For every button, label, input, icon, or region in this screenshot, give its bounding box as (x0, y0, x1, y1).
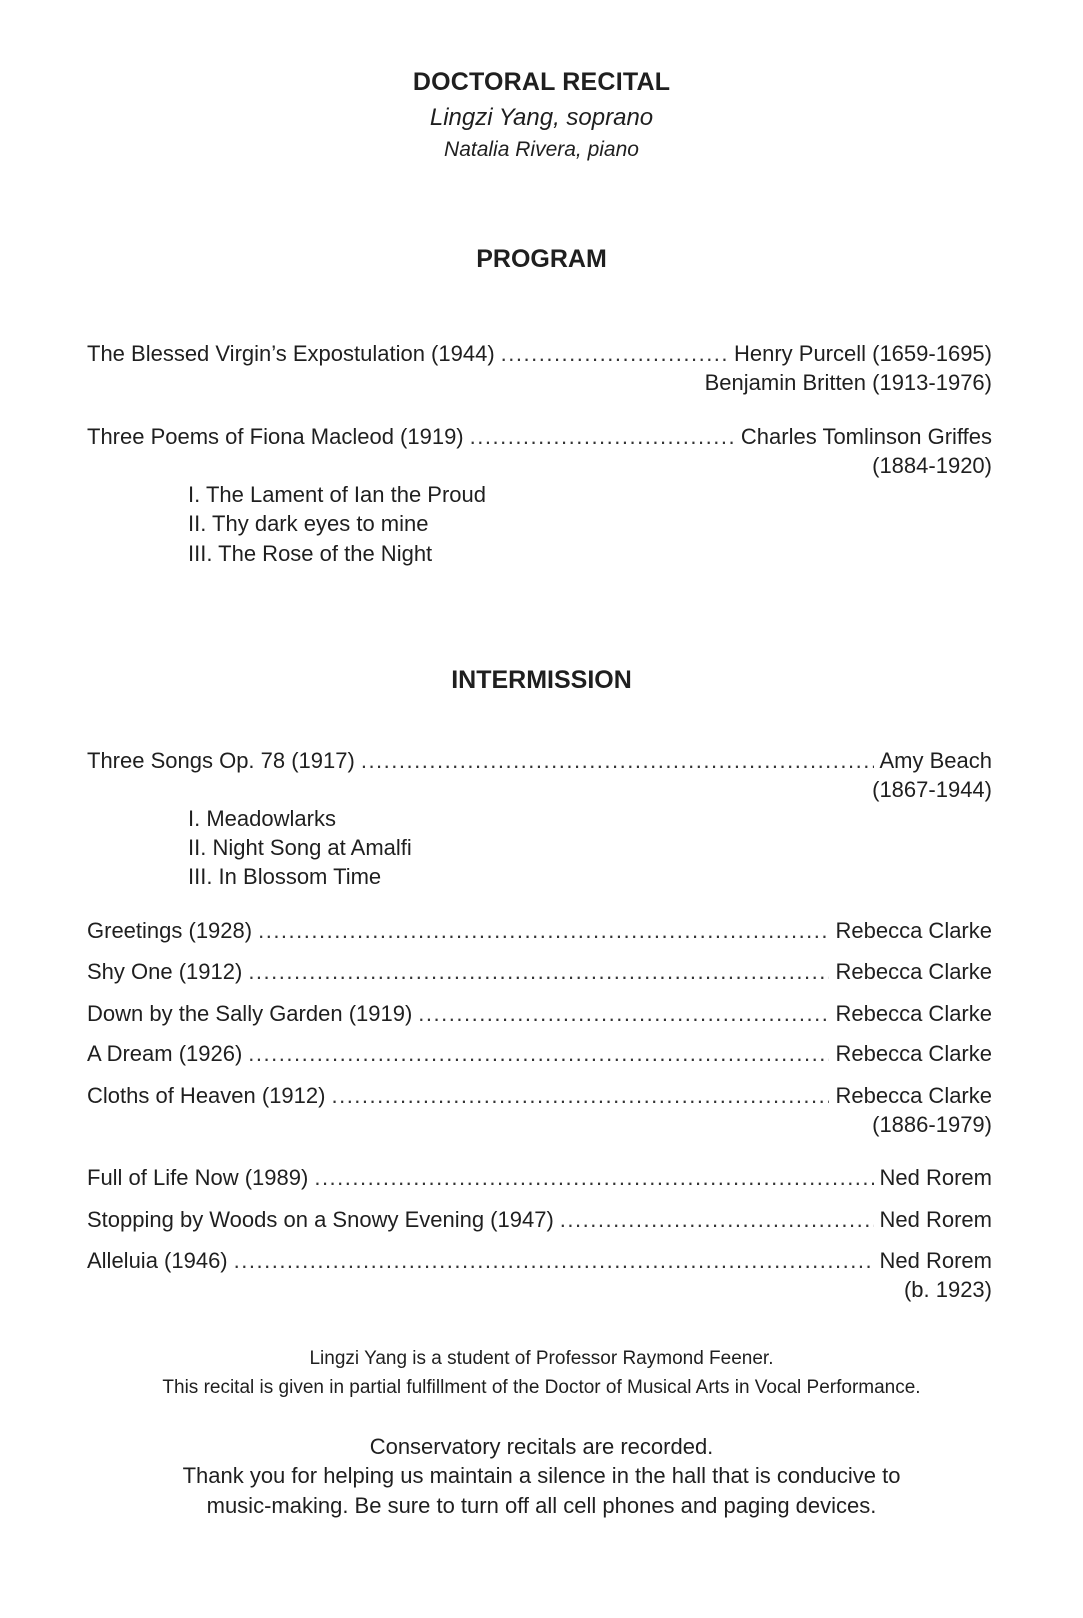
student-note: Lingzi Yang is a student of Professor Raymond Feener. (309, 1348, 774, 1369)
dot-leader (314, 1162, 873, 1194)
dot-leader (470, 421, 735, 453)
work-title: Three Songs Op. 78 (1917) (87, 748, 355, 773)
work-title: The Blessed Virgin’s Expostulation (1944) (87, 341, 495, 366)
movement: II. Thy dark eyes to mine (188, 511, 429, 536)
work-title: Three Poems of Fiona Macleod (1919) (87, 424, 464, 449)
dot-leader (331, 1080, 829, 1112)
composer: Rebecca Clarke (835, 1041, 992, 1066)
movement: III. In Blossom Time (188, 864, 382, 889)
work-title: Full of Life Now (1989) (87, 1165, 309, 1190)
dot-leader (234, 1245, 874, 1277)
dot-leader (248, 956, 829, 988)
movement: II. Night Song at Amalfi (188, 835, 412, 860)
work-title: Greetings (1928) (87, 918, 253, 943)
program-entry (87, 998, 992, 1030)
composer: Rebecca Clarke (835, 959, 992, 984)
composer-dates: (1884-1920) (872, 453, 992, 478)
program-entry (87, 1162, 992, 1194)
composer: Ned Rorem (879, 1207, 992, 1232)
fulfillment-note: This recital is given in partial fulfillment of the Doctor of Musical Arts in Vocal Performance. (162, 1377, 921, 1398)
composer: Rebecca Clarke (835, 918, 992, 943)
program-entry (87, 421, 992, 453)
recital-title: DOCTORAL RECITAL (412, 68, 671, 96)
program-entry (87, 1038, 992, 1070)
dot-leader (361, 745, 874, 777)
dot-leader (248, 1038, 829, 1070)
composer: Rebecca Clarke (835, 1001, 992, 1026)
program-entry (87, 338, 992, 370)
dot-leader (560, 1204, 874, 1236)
program-entry (87, 1080, 992, 1112)
composer-dates: (1867-1944) (872, 777, 992, 802)
silence-note-line-2: music-making. Be sure to turn off all cell phones and paging devices. (206, 1493, 877, 1518)
work-title: Down by the Sally Garden (1919) (87, 1001, 413, 1026)
dot-leader (501, 338, 728, 370)
composer: Ned Rorem (879, 1165, 992, 1190)
composer: Ned Rorem (879, 1248, 992, 1273)
movement: I. The Lament of Ian the Proud (188, 482, 487, 507)
movement: I. Meadowlarks (188, 806, 336, 831)
movement: III. The Rose of the Night (188, 541, 433, 566)
intermission-heading: INTERMISSION (451, 666, 632, 694)
silence-note-line-1: Thank you for helping us maintain a silence in the hall that is conducive to (182, 1463, 901, 1488)
program-entry (87, 956, 992, 988)
program-entry (87, 745, 992, 777)
pianist-name: Natalia Rivera, piano (444, 138, 639, 161)
composer-dates: (1886-1979) (872, 1112, 992, 1137)
composer: Charles Tomlinson Griffes (740, 424, 992, 449)
program-heading: PROGRAM (476, 245, 607, 273)
work-title: Stopping by Woods on a Snowy Evening (1947) (87, 1207, 554, 1232)
recording-note: Conservatory recitals are recorded. (369, 1434, 714, 1459)
composer: Rebecca Clarke (835, 1083, 992, 1108)
composer-extra: Benjamin Britten (1913-1976) (704, 370, 992, 395)
dot-leader (418, 998, 829, 1030)
composer: Amy Beach (879, 748, 992, 773)
performer-name: Lingzi Yang, soprano (429, 104, 654, 131)
work-title: Alleluia (1946) (87, 1248, 228, 1273)
dot-leader (258, 915, 829, 947)
work-title: A Dream (1926) (87, 1041, 243, 1066)
work-title: Cloths of Heaven (1912) (87, 1083, 326, 1108)
program-entry (87, 915, 992, 947)
program-entry (87, 1204, 992, 1236)
program-entry (87, 1245, 992, 1277)
composer-dates: (b. 1923) (903, 1277, 992, 1302)
composer: Henry Purcell (1659-1695) (733, 341, 992, 366)
work-title: Shy One (1912) (87, 959, 243, 984)
